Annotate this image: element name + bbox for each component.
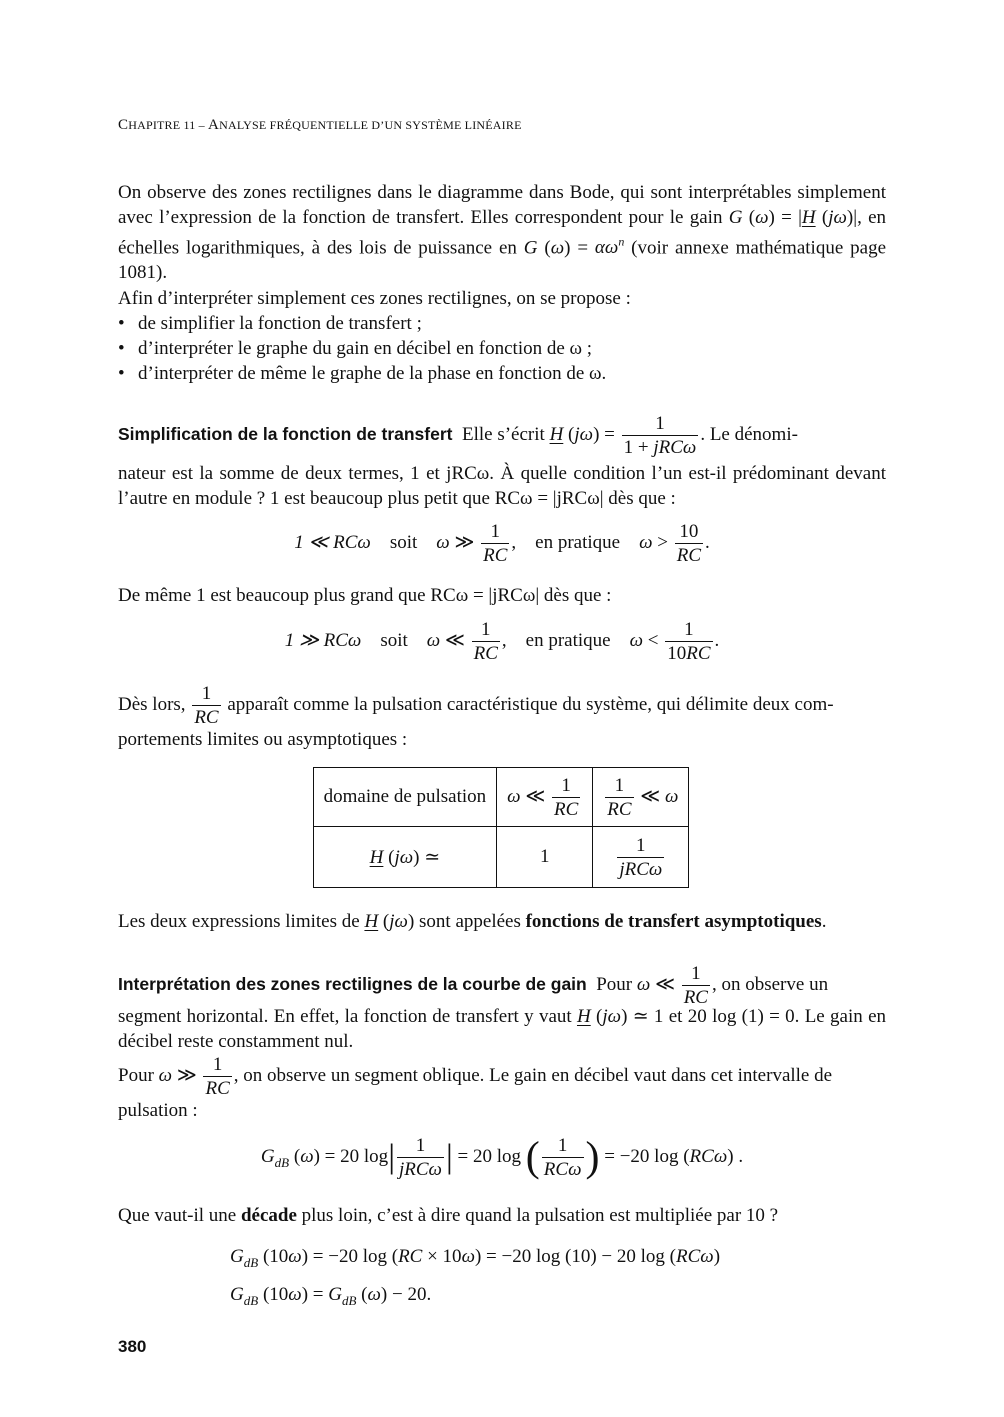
equation-2: 1 ≫ RCω soit ω ≪ $\frac{1}{RC}$ , en pratique ω < $\frac{1}{10RC}$ .	[284, 619, 720, 664]
table-cell: $\frac{1}{\text{jRCω}}$	[593, 827, 689, 888]
header-chapter: HAPITRE 11 –	[128, 118, 209, 132]
equation-line: $G_{dB}$ (10ω) = −20 log (RC × 10ω) = −20 log (10) − 20 log (RCω)	[230, 1246, 721, 1270]
table-cell: H (jω) ≃	[313, 827, 497, 888]
fraction: $\frac{1}{\text{1 + jRCω}}$	[623, 413, 697, 459]
intro-list	[118, 286, 886, 386]
equation-1: 1 ≪ RCω soit ω ≫ $\frac{1}{RC}$ , en pratique ω > $\frac{10}{RC}$ .	[294, 521, 710, 566]
header-cap-c: C	[118, 117, 129, 133]
oblique-paragraph: Pour ω ≫ $\frac{1}{RC}$ , on observe un segment oblique. Le gain en décibel vaut dans cet intervalle de pulsation :	[118, 1054, 833, 1121]
table-header-cell: ω ≪ $\frac{1}{RC}$	[497, 768, 593, 827]
section-title: Simplification de la fonction de transfert	[118, 424, 453, 444]
characteristic-paragraph: Dès lors, $\frac{1}{RC}$ apparaît comme la pulsation caractéristique du système, qui délimite deux com- portements limites ou asymptotiques :	[118, 683, 834, 750]
list-item: • d’interpréter le graphe du gain en décibel en fonction de ω ;	[118, 336, 886, 361]
simplification-paragraph-2: De même 1 est beaucoup plus grand que RCω = |jRCω| dès que :	[118, 585, 612, 606]
equation-line: $G_{dB}$ $(10\omega) = G_{dB}$ (ω) − 20.	[230, 1283, 432, 1308]
decade-question: Que vaut-il une décade plus loin, c’est à dire quand la pulsation est multipliée par 10 ?	[118, 1205, 779, 1226]
asymptotic-conclusion: Les deux expressions limites de H (jω) sont appelées fonctions de transfert asymptotiques.	[118, 911, 827, 932]
gain-equation: $G_{dB}$ (ω) = 20 log| $\frac{1}{\text{jRCω}}$ | = 20 log ( $\frac{1}{\text{RCω}}$ ) = −20 log (RCω) .	[260, 1134, 744, 1181]
table-header-cell: $\frac{1}{RC}$ ≪ ω	[593, 768, 689, 827]
chapter-header	[118, 117, 522, 134]
table-header-cell: domaine de pulsation	[313, 768, 497, 827]
intro-paragraph: On observe des zones rectilignes dans le diagramme dans Bode, qui sont interprétables simplement avec l’expression de la fonction de transfert. Elles correspondent pour le gain G (ω) = |H (jω)|, en échelles logarithmiques, à des lois de puissance en G $(\omega) = \alpha\omega^n$ (voir annexe mathématique page 1081).	[118, 182, 887, 284]
intro-lead: Afin d’interpréter simplement ces zones rectilignes, on se propose :	[118, 288, 631, 309]
header-cap-a: A	[208, 117, 220, 133]
page-number: 380	[118, 1337, 147, 1356]
decade-equations	[230, 1241, 998, 1317]
bullet-list	[118, 311, 886, 386]
list-item: • de simplifier la fonction de transfert ;	[118, 311, 886, 336]
simplification-heading-line: Simplification de la fonction de transfert Elle s’écrit H (jω) = $\frac{1}{\text{1 + jRCω}}$ . Le dénomi-	[118, 413, 798, 459]
table-cell: 1	[497, 827, 593, 888]
interpretation-paragraph: segment horizontal. En effet, la fonction de transfert y vaut H (jω) ≃ 1 et 20 log (1) = 0. Le gain en décibel reste constamment nul.	[118, 1006, 887, 1052]
asymptotic-table-wrapper	[118, 767, 886, 888]
simplification-paragraph: nateur est la somme de deux termes, 1 et jRCω. À quelle condition l’un est-il prédominant devant l’autre en module ? 1 est beaucoup plus petit que RCω = |jRCω| dès que :	[118, 463, 886, 509]
list-item: • d’interpréter de même le graphe de la phase en fonction de ω.	[118, 361, 886, 386]
section-title: Interprétation des zones rectilignes de la courbe de gain	[118, 974, 587, 994]
interpretation-heading-line: Interprétation des zones rectilignes de la courbe de gain Pour ω ≪ $\frac{1}{RC}$ , on observe un	[118, 963, 829, 1009]
asymptotic-table	[313, 767, 690, 888]
header-title: NALYSE FRÉQUENTIELLE D’UN SYSTÈME LINÉAIRE	[219, 118, 522, 132]
